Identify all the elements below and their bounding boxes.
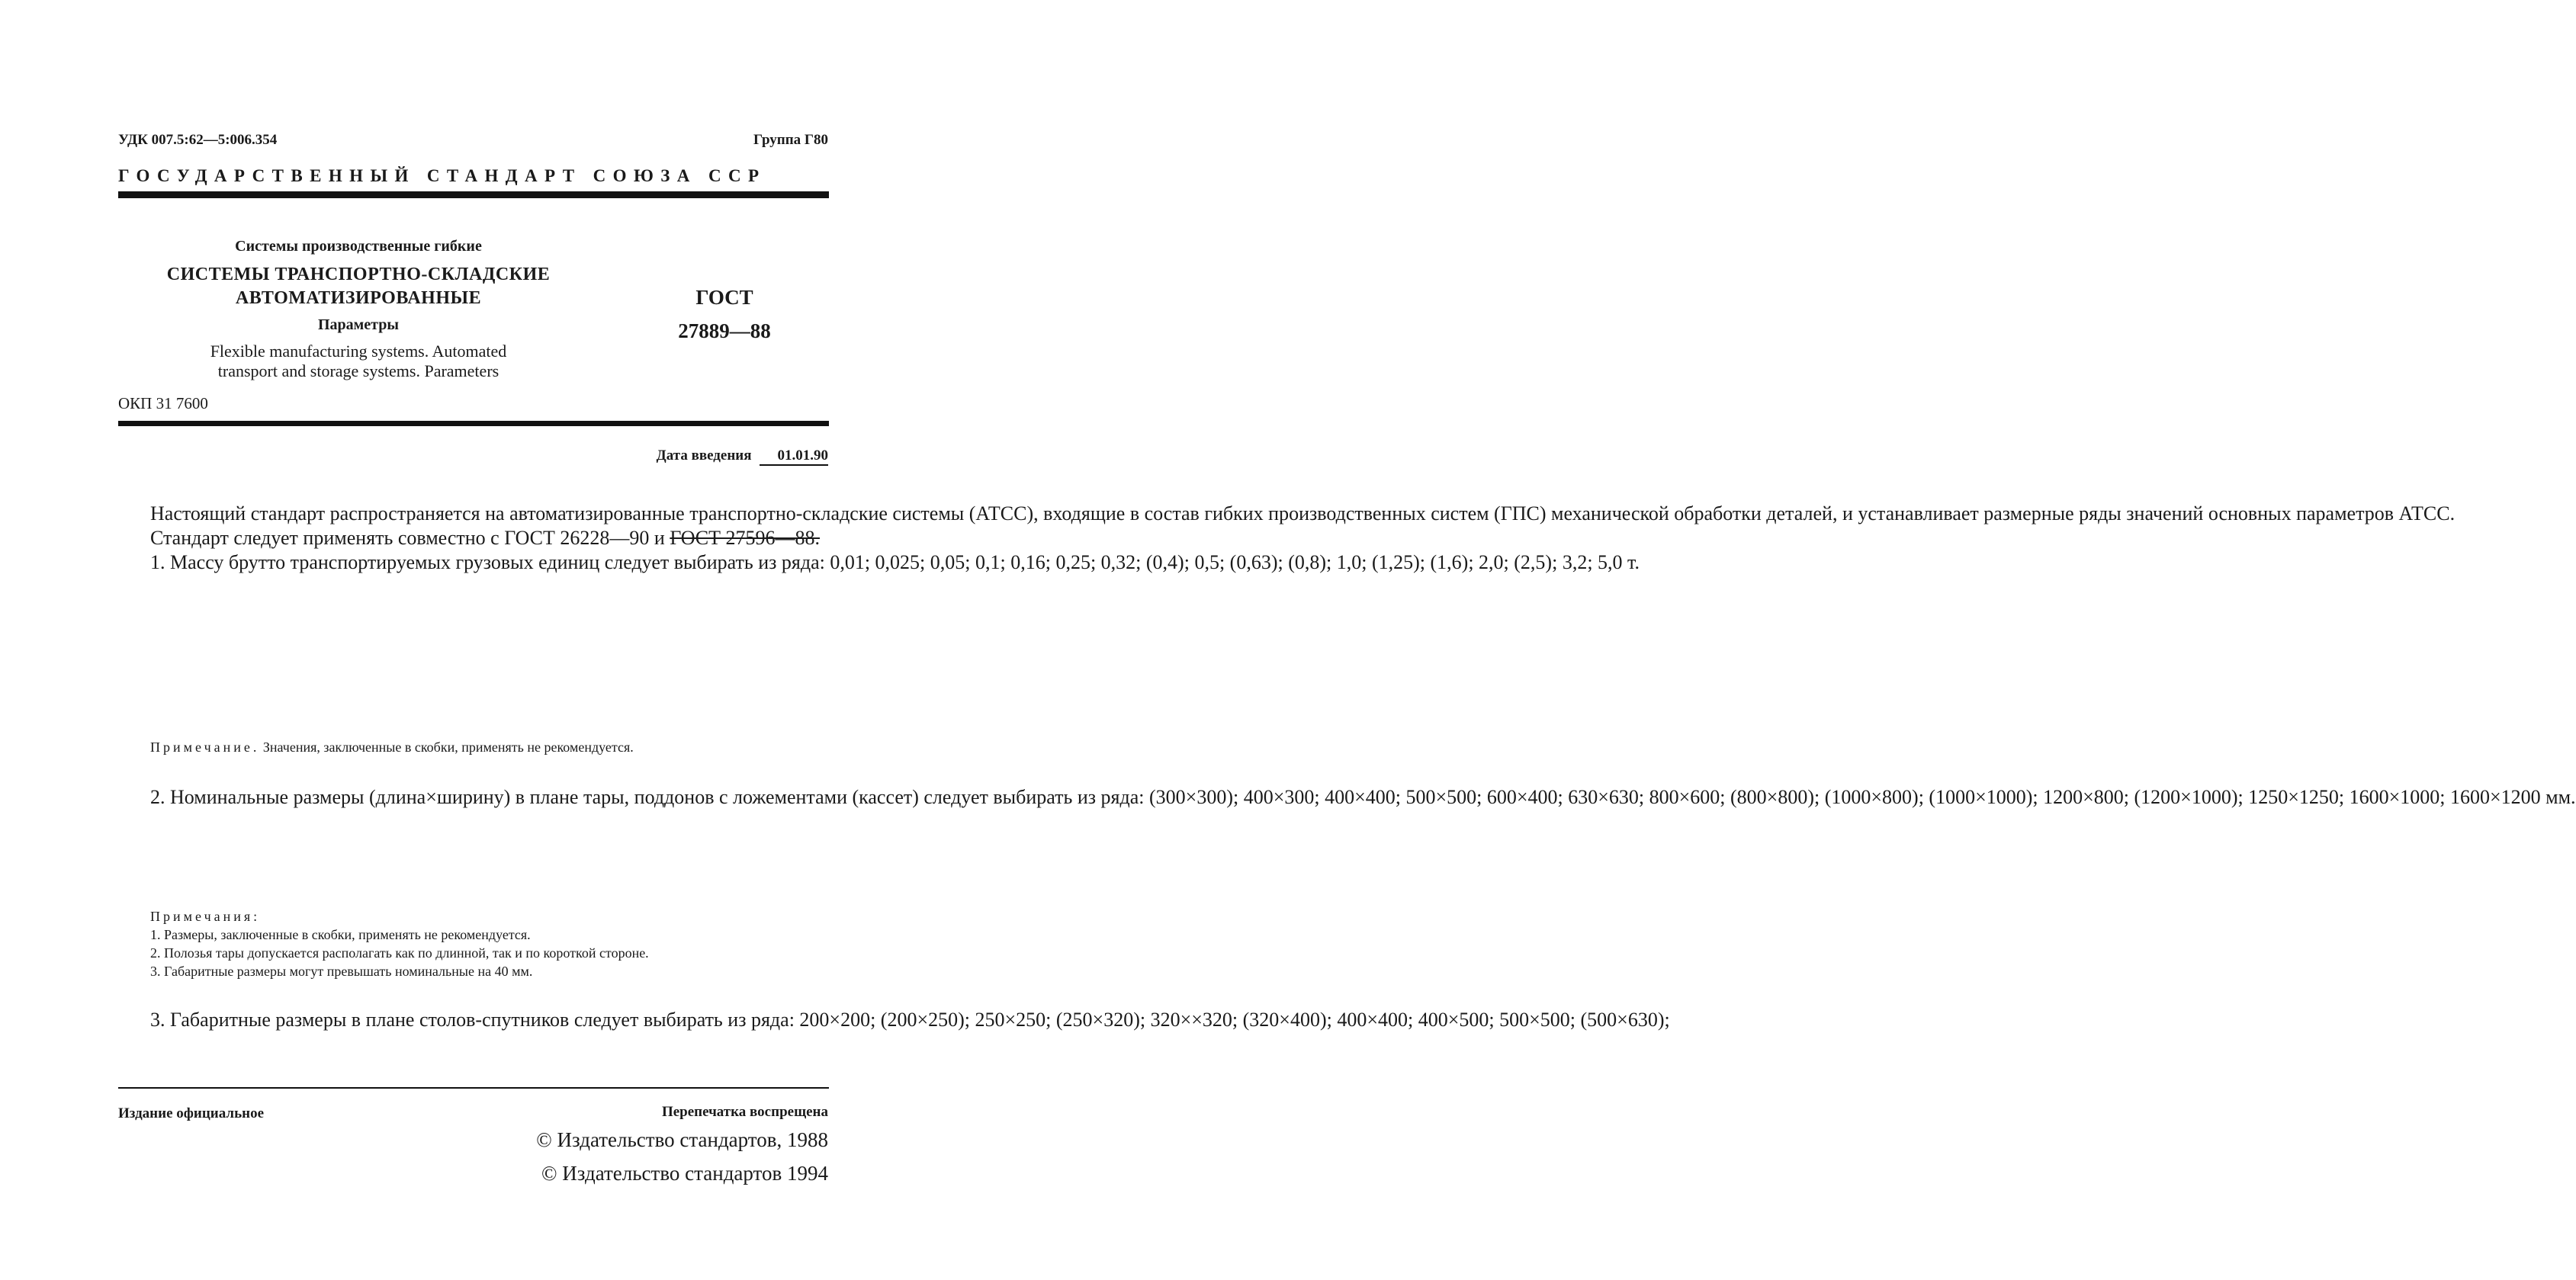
english-title-line-1: Flexible manufacturing systems. Automated	[210, 342, 507, 361]
gost-label: ГОСТ	[695, 286, 753, 309]
item-2-section	[118, 785, 2576, 810]
okp-code: ОКП 31 7600	[118, 394, 208, 412]
note-2-3: 3. Габаритные размеры могут превышать номинальные на 40 мм.	[150, 964, 533, 979]
title-line-2: АВТОМАТИЗИРОВАННЫЕ	[235, 288, 482, 308]
joint-use-text: Стандарт следует применять совместно с ГОСТ 26228—90 и	[150, 527, 670, 549]
note-1-text: Значения, заключенные в скобки, применять не рекомендуется.	[259, 739, 634, 755]
intro-section	[118, 502, 2456, 575]
state-standard-heading: ГОСУДАРСТВЕННЫЙ СТАНДАРТ СОЮЗА ССР	[118, 166, 766, 185]
title-line-1: СИСТЕМЫ ТРАНСПОРТНО-СКЛАДСКИЕ	[166, 265, 551, 284]
official-edition: Издание официальное	[118, 1105, 265, 1121]
title-divider	[118, 421, 829, 426]
item-3: 3. Габаритные размеры в плане столов-спутников следует выбирать из ряда: 200×200; (200×250); 250×250; (250×320); 320××320; (320×400); 400×400; 400×500; 500×500; (500×630);	[150, 1009, 1670, 1031]
notes-2	[118, 907, 829, 980]
udk-code: УДК 007.5:62—5:006.354	[118, 132, 278, 148]
item-1: 1. Массу брутто транспортируемых грузовых единиц следует выбирать из ряда: 0,01; 0,025; 0,05; 0,1; 0,16; 0,25; 0,32; (0,4); 0,5; (0,63); (0,8); 1,0; (1,25); (1,6); 2,0; (2,5); 3,2; 5,0 т.	[150, 551, 1640, 573]
note-1-label: Примечание.	[150, 739, 260, 755]
document-title	[164, 263, 553, 310]
gost-number: 27889—88	[678, 319, 771, 342]
parameters-heading: Параметры	[318, 316, 399, 333]
footer-divider	[118, 1087, 829, 1089]
note-2-1: 1. Размеры, заключенные в скобки, применять не рекомендуется.	[150, 927, 531, 942]
item-3-section	[118, 1008, 1670, 1032]
struck-reference: ГОСТ 27596—88.	[670, 527, 821, 549]
note-1	[118, 738, 829, 756]
copyright-1988: © Издательство стандартов, 1988	[536, 1128, 828, 1151]
header-divider	[118, 191, 829, 198]
date-value: 01.01.90	[760, 448, 829, 466]
item-2: 2. Номинальные размеры (длина×ширину) в плане тары, поддонов с ложементами (кассет) следует выбирать из ряда: (300×300); 400×300; 400×400; 500×500; 600×400; 630×630; 800×600; (800×800); (1000×800); (1000×1000); 1200×800; (1200×1000); 1250×1250; 1600×1000; 1600×1200 мм.	[150, 786, 2576, 808]
date-label: Дата введения	[656, 448, 752, 464]
english-title-line-2: transport and storage systems. Parameters	[217, 361, 499, 380]
subtitle: Системы производственные гибкие	[235, 238, 482, 255]
reprint-notice: Перепечатка воспрещена	[661, 1104, 828, 1120]
introduction-date	[657, 448, 828, 466]
joint-use-paragraph	[118, 526, 829, 550]
copyright-1994: © Издательство стандартов 1994	[541, 1162, 828, 1185]
gost-designation	[671, 281, 778, 348]
note-2-2: 2. Полозья тары допускается располагать как по длинной, так и по короткой стороне.	[150, 945, 649, 961]
intro-paragraph: Настоящий стандарт распространяется на автоматизированные транспортно-складские системы (АТСС), входящие в состав гибких производственных систем (ГПС) механической обработки деталей, и устанавливает размерные ряды значений основных параметров АТСС.	[150, 502, 2456, 525]
group-code: Группа Г80	[753, 132, 828, 148]
notes-2-label: Примечания:	[150, 909, 261, 924]
english-title	[164, 342, 553, 381]
